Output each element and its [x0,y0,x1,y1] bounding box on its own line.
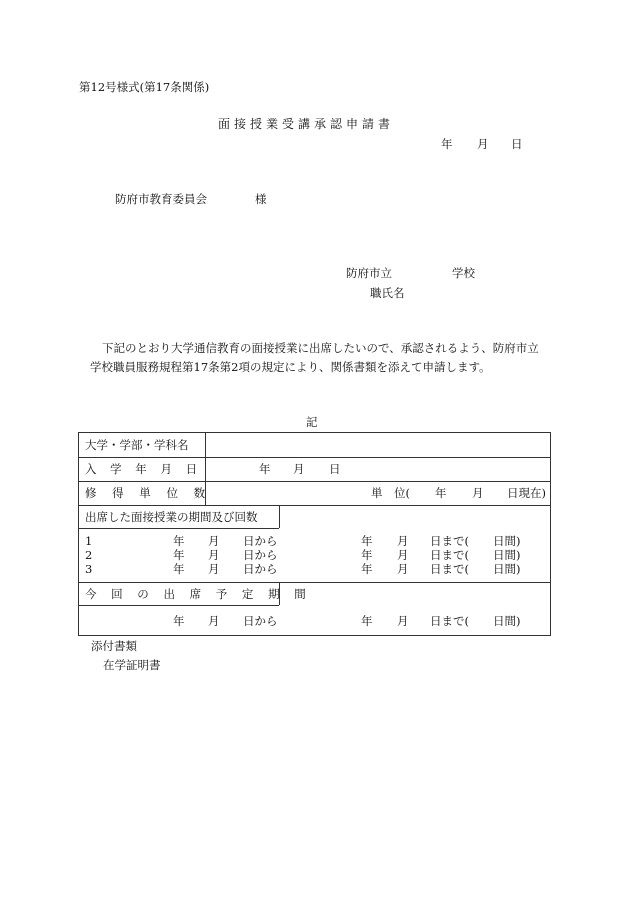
university-label: 大学・学部・学科名 [85,438,189,452]
day-to: 日まで( [430,534,469,548]
month-to: 月 [397,614,409,628]
day-from: 日から [243,534,278,548]
date-month: 月 [477,137,489,151]
days-count: 日間) [493,614,521,628]
date-year: 年 [441,137,453,151]
year-to: 年 [361,614,373,628]
details-table [78,432,551,636]
form-number: 第12号様式(第17条関係) [79,80,210,94]
month-from: 月 [208,562,220,576]
attachment-item: 在学証明書 [103,658,161,672]
day-from: 日から [243,548,278,562]
credits-unit: 単 位( [371,486,410,500]
days-count: 日間) [493,534,521,548]
body-line-1: 下記のとおり大学通信教育の面接授業に出席したいので、承認されるよう、防府市立 [102,341,539,355]
days-count: 日間) [493,562,521,576]
admission-label: 入 学 年 月 日 [85,462,203,476]
year-from: 年 [173,534,185,548]
document-title: 面接授業受講承認申請書 [218,117,395,131]
admission-month: 月 [293,462,305,476]
year-to: 年 [361,562,373,576]
day-to: 日まで( [430,548,469,562]
month-to: 月 [397,534,409,548]
record-heading: 記 [306,415,318,429]
applicant-name-label: 職氏名 [370,286,405,300]
day-from: 日から [243,614,278,628]
year-from: 年 [173,548,185,562]
credits-year: 年 [435,486,447,500]
row-number: 2 [85,548,93,562]
year-to: 年 [361,534,373,548]
body-line-2: 学校職員服務規程第17条第2項の規定により、関係書類を添えて申請します。 [90,360,491,374]
year-to: 年 [361,548,373,562]
addressee-name: 防府市教育委員会 [115,192,207,206]
month-from: 月 [208,614,220,628]
admission-day: 日 [329,462,341,476]
year-from: 年 [173,562,185,576]
credits-month: 月 [472,486,484,500]
school-suffix: 学校 [452,266,475,280]
school-prefix: 防府市立 [346,266,392,280]
row-number: 3 [85,562,93,576]
day-to: 日まで( [430,614,469,628]
month-to: 月 [397,548,409,562]
days-count: 日間) [493,548,521,562]
day-from: 日から [243,562,278,576]
planned-label: 今 回 の 出 席 予 定 期 間 [85,587,312,601]
month-from: 月 [208,548,220,562]
attachments-label: 添付書類 [91,639,137,653]
admission-year: 年 [259,462,271,476]
row-number: 1 [85,534,93,548]
month-to: 月 [397,562,409,576]
credits-label: 修 得 単 位 数 [85,486,212,500]
credits-asof: 日現在) [507,486,546,500]
attended-label: 出席した面接授業の期間及び回数 [85,510,258,524]
date-day: 日 [511,137,523,151]
addressee-honorific: 様 [255,192,267,206]
month-from: 月 [208,534,220,548]
year-from: 年 [173,614,185,628]
day-to: 日まで( [430,562,469,576]
